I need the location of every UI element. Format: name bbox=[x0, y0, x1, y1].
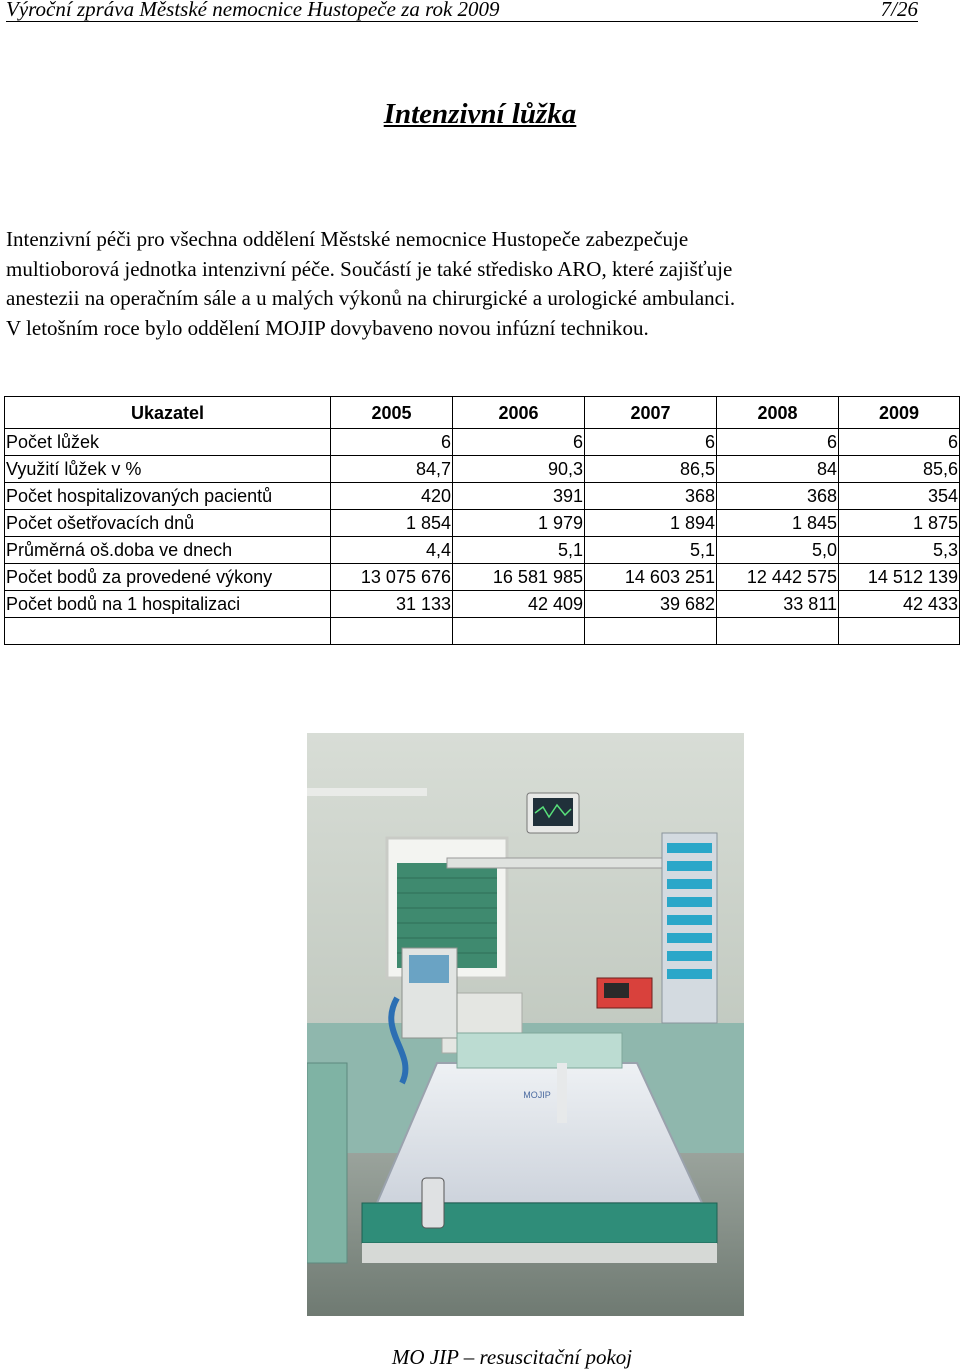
table-cell: 4,4 bbox=[331, 537, 453, 564]
table-cell: 14 603 251 bbox=[585, 564, 717, 591]
table-header-cell: 2006 bbox=[453, 397, 585, 429]
row-label: Počet lůžek bbox=[5, 429, 331, 456]
table-cell-empty bbox=[5, 618, 331, 645]
table-header-cell: 2007 bbox=[585, 397, 717, 429]
table-cell: 5,1 bbox=[585, 537, 717, 564]
page-header bbox=[6, 0, 918, 22]
ceiling-rail bbox=[307, 788, 427, 796]
bed-controller bbox=[422, 1178, 444, 1228]
row-label: Počet hospitalizovaných pacientů bbox=[5, 483, 331, 510]
table-cell-empty bbox=[453, 618, 585, 645]
table-cell: 1 854 bbox=[331, 510, 453, 537]
paragraph-line: Intenzivní péči pro všechna oddělení Městské nemocnice Hustopeče zabezpečuje bbox=[6, 227, 689, 251]
paragraph-line: V letošním roce bylo oddělení MOJIP dovybaveno novou infúzní technikou. bbox=[6, 315, 649, 340]
section-heading: Intenzivní lůžka bbox=[383, 98, 577, 130]
bed-sign: MOJIP bbox=[523, 1090, 551, 1100]
table-header-cell: 2008 bbox=[717, 397, 839, 429]
table-cell: 368 bbox=[717, 483, 839, 510]
table-cell: 13 075 676 bbox=[331, 564, 453, 591]
table-cell: 391 bbox=[453, 483, 585, 510]
table-row bbox=[5, 510, 960, 537]
intro-paragraph bbox=[6, 225, 958, 343]
table-cell: 1 979 bbox=[453, 510, 585, 537]
row-label: Využití lůžek v % bbox=[5, 456, 331, 483]
row-label: Počet bodů na 1 hospitalizaci bbox=[5, 591, 331, 618]
table-row bbox=[5, 429, 960, 456]
row-label: Průměrná oš.doba ve dnech bbox=[5, 537, 331, 564]
table-cell: 42 409 bbox=[453, 591, 585, 618]
photo-caption: MO JIP – resuscitační pokoj bbox=[391, 1345, 633, 1369]
table-cell: 6 bbox=[839, 429, 960, 456]
page-number: 7/26 bbox=[880, 0, 918, 21]
report-title: Výroční zpráva Městské nemocnice Hustopeče za rok 2009 bbox=[6, 0, 500, 21]
table-cell: 6 bbox=[331, 429, 453, 456]
table-cell: 90,3 bbox=[453, 456, 585, 483]
table-cell: 84,7 bbox=[331, 456, 453, 483]
table-cell: 1 875 bbox=[839, 510, 960, 537]
table-header-cell: 2005 bbox=[331, 397, 453, 429]
bed-footboard bbox=[362, 1203, 717, 1243]
table-cell: 33 811 bbox=[717, 591, 839, 618]
table-cell: 12 442 575 bbox=[717, 564, 839, 591]
table-cell: 5,1 bbox=[453, 537, 585, 564]
paragraph-line: multioborová jednotka intenzivní péče. Součástí je také středisko ARO, které zajišťuje bbox=[6, 256, 733, 281]
table-cell: 420 bbox=[331, 483, 453, 510]
table-cell: 85,6 bbox=[839, 456, 960, 483]
table-cell: 6 bbox=[585, 429, 717, 456]
table-cell: 14 512 139 bbox=[839, 564, 960, 591]
table-row bbox=[5, 564, 960, 591]
table-row bbox=[5, 483, 960, 510]
table-row-empty bbox=[5, 618, 960, 645]
table-cell-empty bbox=[585, 618, 717, 645]
table-cell: 39 682 bbox=[585, 591, 717, 618]
table-cell: 16 581 985 bbox=[453, 564, 585, 591]
table-cell: 368 bbox=[585, 483, 717, 510]
table-cell-empty bbox=[717, 618, 839, 645]
paragraph-line: anestezii na operačním sále a u malých výkonů na chirurgické a urologické ambulanci. bbox=[6, 286, 736, 310]
row-label: Počet ošetřovacích dnů bbox=[5, 510, 331, 537]
table-cell: 1 894 bbox=[585, 510, 717, 537]
table-row bbox=[5, 456, 960, 483]
icu-room-photo bbox=[307, 733, 744, 1316]
table-cell-empty bbox=[331, 618, 453, 645]
table-cell: 354 bbox=[839, 483, 960, 510]
side-cabinet bbox=[307, 1063, 347, 1263]
table-cell: 1 845 bbox=[717, 510, 839, 537]
bed-headboard bbox=[457, 1033, 622, 1068]
table-cell-empty bbox=[839, 618, 960, 645]
table-cell: 6 bbox=[453, 429, 585, 456]
table-cell: 84 bbox=[717, 456, 839, 483]
table-cell: 5,3 bbox=[839, 537, 960, 564]
table-cell: 6 bbox=[717, 429, 839, 456]
table-row bbox=[5, 537, 960, 564]
table-header-cell: 2009 bbox=[839, 397, 960, 429]
table-cell: 5,0 bbox=[717, 537, 839, 564]
table-header-row bbox=[5, 397, 960, 429]
table-cell: 31 133 bbox=[331, 591, 453, 618]
table-header-cell: Ukazatel bbox=[5, 397, 331, 429]
table-row bbox=[5, 591, 960, 618]
table-cell: 42 433 bbox=[839, 591, 960, 618]
table-cell: 86,5 bbox=[585, 456, 717, 483]
statistics-table bbox=[4, 396, 960, 645]
row-label: Počet bodů za provedené výkony bbox=[5, 564, 331, 591]
